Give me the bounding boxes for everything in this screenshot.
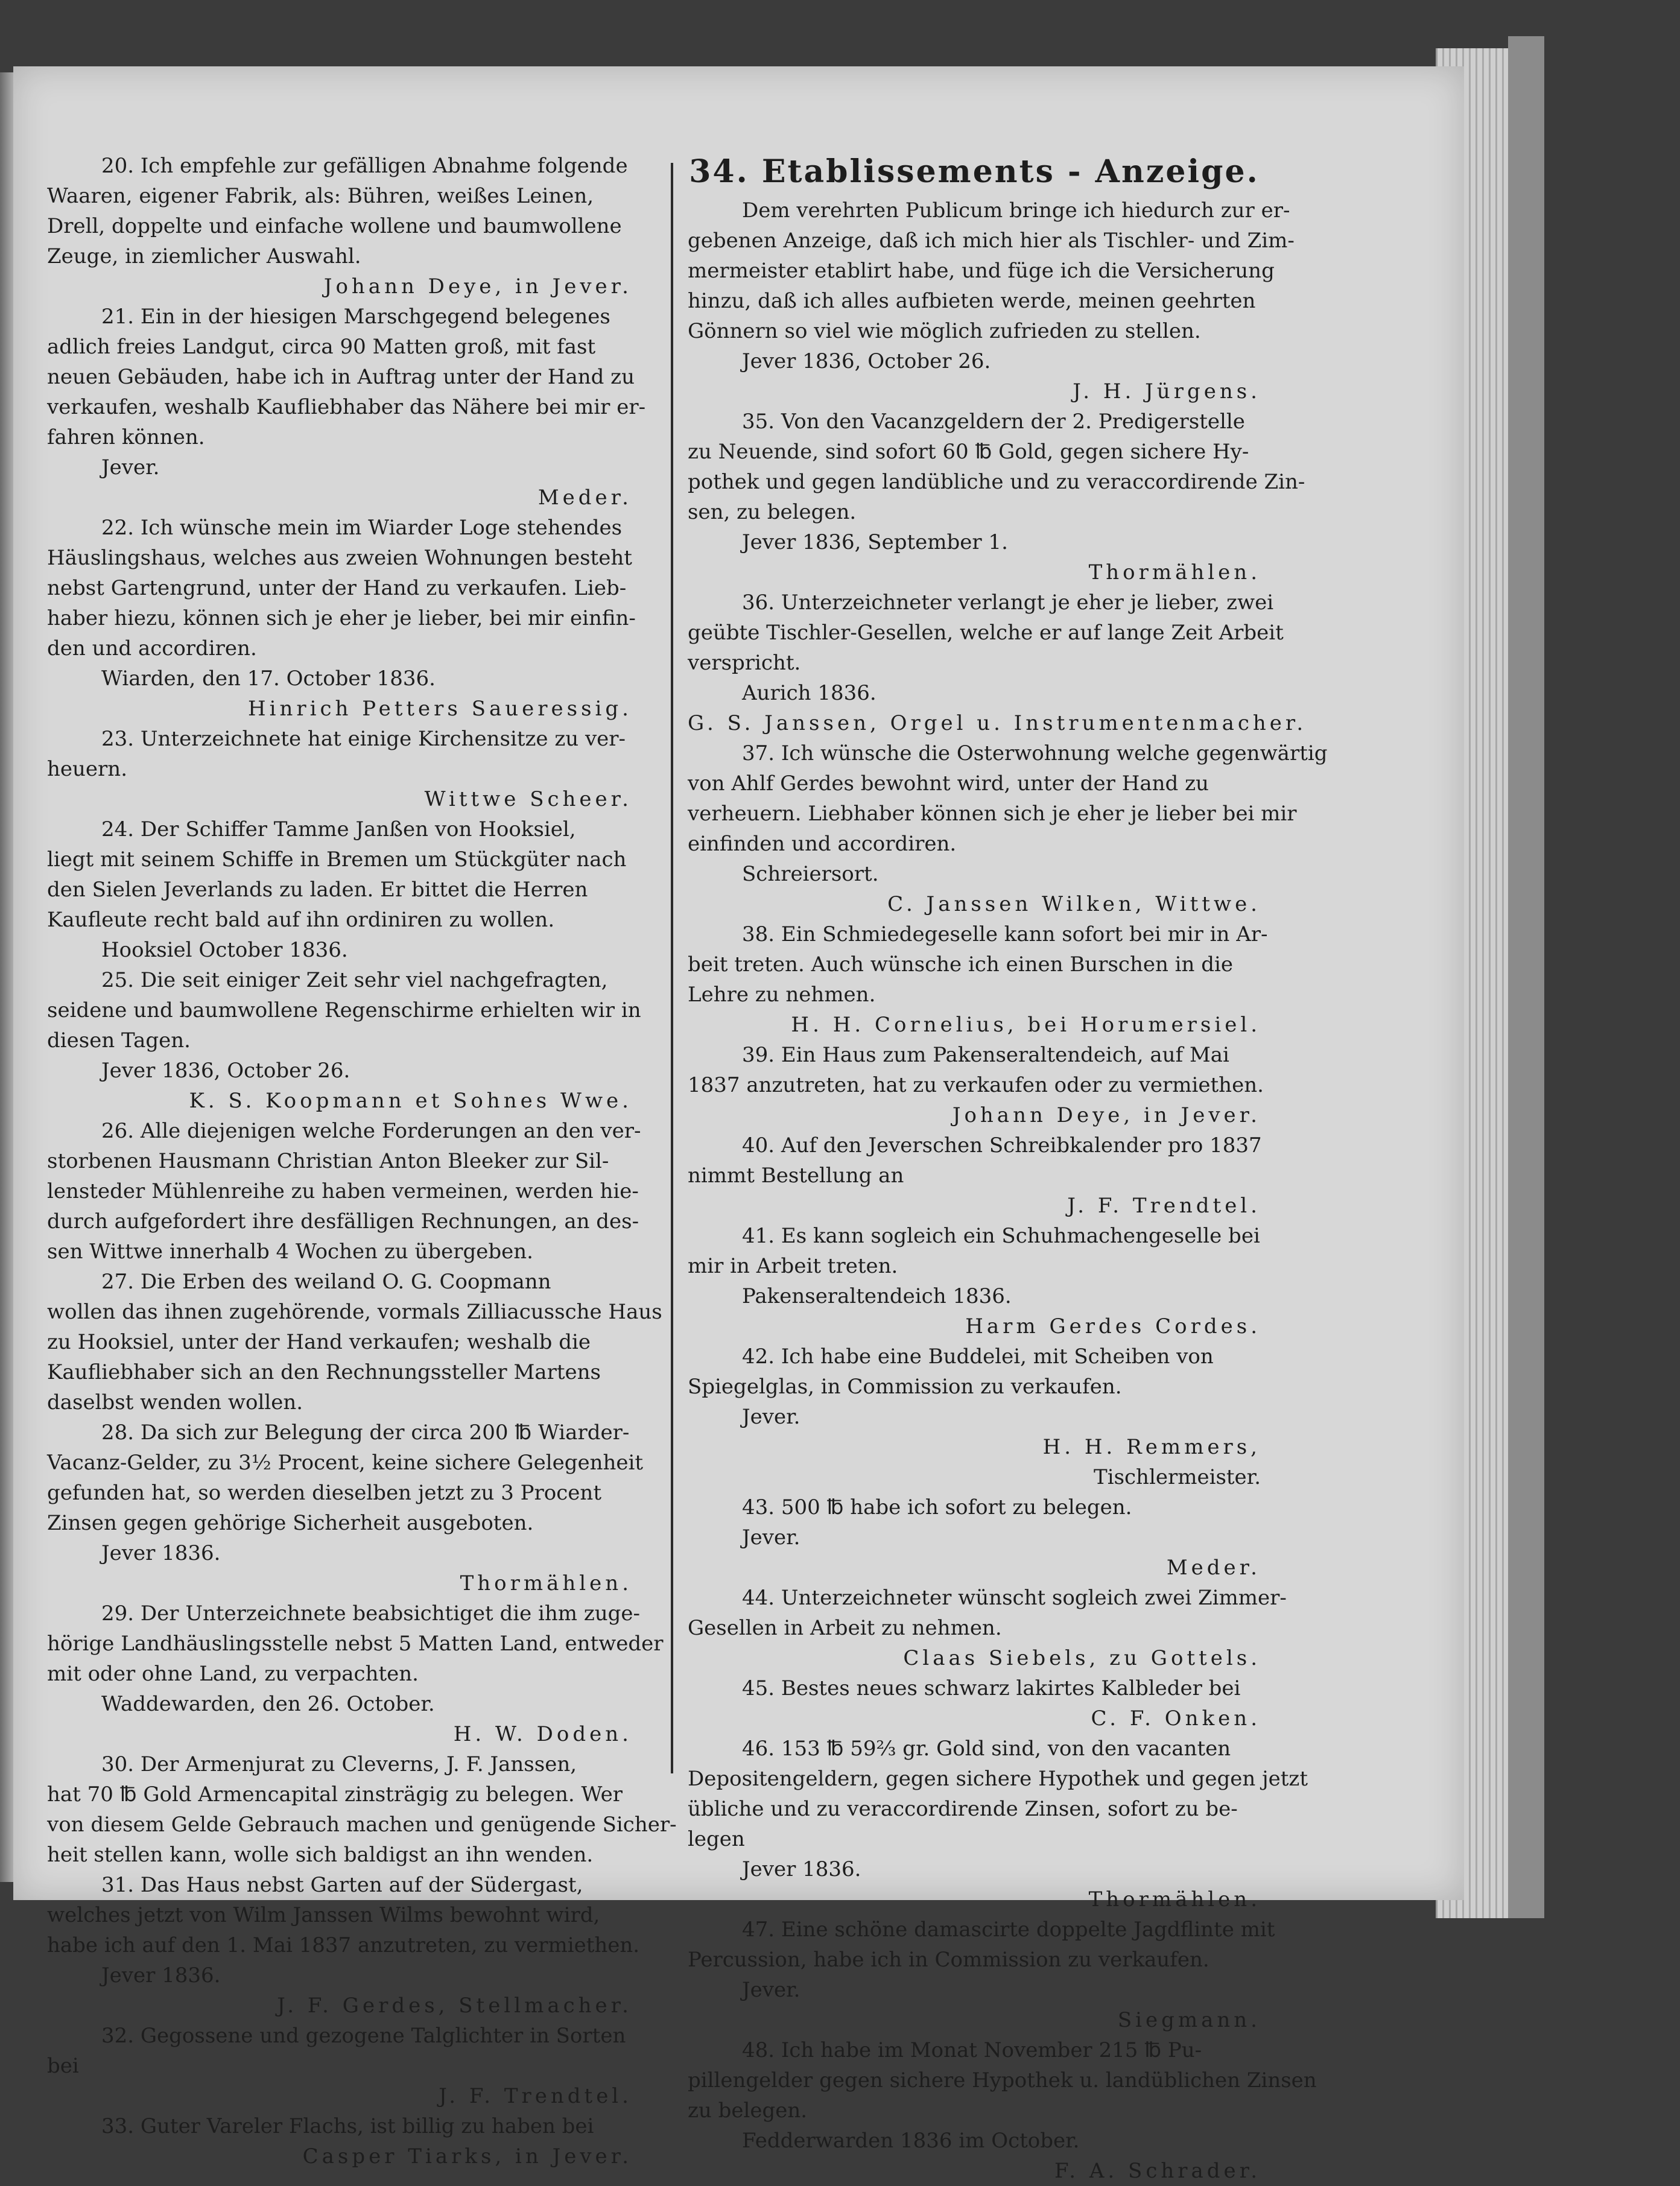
ad-text-line: 35. Von den Vacanzgeldern der 2. Predigerstelle xyxy=(742,410,1245,434)
ad-place-date: Waddewarden, den 26. October. xyxy=(101,1692,435,1716)
advertisement-entry xyxy=(688,1040,1264,1130)
advertisement-entry xyxy=(47,1870,640,2021)
ad-text-line: 29. Der Unterzeichnete beabsichtiget die ihm zuge- xyxy=(101,1601,641,1626)
ad-signature: Siegmann. xyxy=(1117,2008,1261,2032)
ad-text-line: 46. 153 ℔ 59⅔ gr. Gold sind, von den vacanten xyxy=(742,1737,1231,1761)
ad-text-line: neuen Gebäuden, habe ich in Auftrag unter der Hand zu xyxy=(47,365,635,389)
ad-signature: C. F. Onken. xyxy=(1091,1706,1261,1731)
ad-text-line: Zeuge, in ziemlicher Auswahl. xyxy=(47,244,361,268)
advertisement-entry xyxy=(688,738,1328,919)
ad-text-line: habe ich auf den 1. Mai 1837 anzutreten, zu vermiethen. xyxy=(47,1933,640,1957)
ad-text-line: 48. Ich habe im Monat November 215 ℔ Pu- xyxy=(742,2038,1202,2062)
advertisement-entry xyxy=(688,195,1295,407)
ad-text-line: 1837 anzutreten, hat zu verkaufen oder zu vermiethen. xyxy=(688,1073,1264,1097)
ad-text-line: hörige Landhäuslingsstelle nebst 5 Matten Land, entweder xyxy=(47,1632,664,1656)
ad-place-date: Aurich 1836. xyxy=(742,681,876,705)
advertisement-entry xyxy=(688,1915,1275,2035)
ad-text-line: gefunden hat, so werden dieselben jetzt zu 3 Procent xyxy=(47,1481,601,1505)
ad-signature: J. F. Trendtel. xyxy=(439,2084,632,2108)
right-column xyxy=(688,151,1328,2186)
ad-text-line: 33. Guter Vareler Flachs, ist billig zu haben bei xyxy=(101,2114,594,2138)
ad-text-line: hat 70 ℔ Gold Armencapital zinsträgig zu belegen. Wer xyxy=(47,1782,623,1807)
advertisement-entry xyxy=(47,2021,632,2111)
ad-signature: K. S. Koopmann et Sohnes Wwe. xyxy=(189,1089,632,1113)
ad-place-date: Jever. xyxy=(742,1525,800,1550)
book-cover-edge xyxy=(1508,36,1544,1918)
ad-place-date: Jever 1836, October 26. xyxy=(101,1059,350,1083)
advertisement-entry xyxy=(47,151,632,302)
ad-text-line: übliche und zu veraccordirende Zinsen, sofort zu be- xyxy=(688,1797,1238,1821)
advertisement-entry xyxy=(47,513,636,724)
ad-text-line: 22. Ich wünsche mein im Wiarder Loge stehendes xyxy=(101,516,623,540)
ad-signature: Meder. xyxy=(1166,1556,1261,1580)
ad-text-line: 24. Der Schiffer Tamme Janßen von Hooksiel, xyxy=(101,817,576,841)
advertisement-entry xyxy=(688,1221,1261,1342)
ad-place-date: Pakenseraltendeich 1836. xyxy=(742,1284,1012,1308)
advertisement-entry xyxy=(47,724,632,814)
advertisement-entry xyxy=(47,1749,677,1870)
ad-text-line: den und accordiren. xyxy=(47,636,257,661)
ad-signature: H. H. Cornelius, bei Horumersiel. xyxy=(791,1013,1261,1037)
ad-place-date: Schreiersort. xyxy=(742,862,879,886)
ad-text-line: Kaufleute recht bald auf ihn ordiniren zu wollen. xyxy=(47,908,555,932)
ad-text-line: 23. Unterzeichnete hat einige Kirchensitze zu ver- xyxy=(101,727,626,751)
ad-text-line: 30. Der Armenjurat zu Cleverns, J. F. Janssen, xyxy=(101,1752,577,1776)
ad-text-line: verheuern. Liebhaber können sich je eher je lieber bei mir xyxy=(688,802,1297,826)
ad-signature: Thormählen. xyxy=(460,1571,632,1595)
ad-text-line: fahren können. xyxy=(47,425,205,449)
advertisement-entry xyxy=(47,1418,644,1598)
ad-signature: Casper Tiarks, in Jever. xyxy=(302,2144,632,2169)
ad-text-line: 21. Ein in der hiesigen Marschgegend belegenes xyxy=(101,305,610,329)
ad-signature: F. A. Schrader. xyxy=(1054,2159,1261,2183)
ad-signature: Meder. xyxy=(537,486,632,510)
ad-text-line: haber hiezu, können sich je eher je lieber, bei mir einfin- xyxy=(47,606,636,630)
ad-text-line: 26. Alle diejenigen welche Forderungen an den ver- xyxy=(101,1119,641,1143)
ad-signature: H. H. Remmers, xyxy=(1042,1435,1261,1459)
ad-text-line: pothek und gegen landübliche und zu veraccordirende Zin- xyxy=(688,470,1305,494)
ad-text-line: Kaufliebhaber sich an den Rechnungssteller Martens xyxy=(47,1360,601,1384)
ad-text-line: einfinden und accordiren. xyxy=(688,832,957,856)
ad-text-line: Spiegelglas, in Commission zu verkaufen. xyxy=(688,1375,1122,1399)
ad-text-line: 41. Es kann sogleich ein Schuhmachengeselle bei xyxy=(742,1224,1260,1248)
ad-text-line: Gönnern so viel wie möglich zufrieden zu stellen. xyxy=(688,319,1201,343)
ad-text-line: verspricht. xyxy=(688,651,801,675)
ad-text-line: zu belegen. xyxy=(688,2099,808,2123)
ad-text-line: welches jetzt von Wilm Janssen Wilms bewohnt wird, xyxy=(47,1903,600,1927)
ad-text-line: Waaren, eigener Fabrik, als: Bühren, weißes Leinen, xyxy=(47,184,594,208)
ad-place-date: Jever. xyxy=(101,455,160,480)
ad-text-line: zu Neuende, sind sofort 60 ℔ Gold, gegen sichere Hy- xyxy=(688,440,1249,464)
ad-signature: Thormählen. xyxy=(1088,560,1261,585)
ad-signature: Harm Gerdes Cordes. xyxy=(965,1314,1261,1339)
ad-text-line: mit oder ohne Land, zu verpachten. xyxy=(47,1662,419,1686)
establishment-heading: 34. Etablissements - Anzeige. xyxy=(689,153,1260,190)
ad-signature: J. F. Trendtel. xyxy=(1067,1194,1261,1218)
ad-text-line: liegt mit seinem Schiffe in Bremen um Stückgüter nach xyxy=(47,847,627,872)
ad-text-line: 32. Gegossene und gezogene Talglichter in Sorten xyxy=(101,2024,626,2048)
ad-text-line: diesen Tagen. xyxy=(47,1028,191,1053)
ad-text-line: 20. Ich empfehle zur gefälligen Abnahme folgende xyxy=(101,154,628,178)
ad-place-date: Fedderwarden 1836 im October. xyxy=(742,2129,1080,2153)
right-entries xyxy=(688,195,1328,2186)
advertisement-entry xyxy=(47,814,632,965)
advertisement-entry xyxy=(47,1116,641,1267)
ad-text-line: seidene und baumwollene Regenschirme erhielten wir in xyxy=(47,998,641,1022)
ad-text-line: 45. Bestes neues schwarz lakirtes Kalbleder bei xyxy=(742,1676,1241,1700)
ad-text-line: hinzu, daß ich alles aufbieten werde, meinen geehrten xyxy=(688,289,1256,313)
advertisement-entry xyxy=(688,407,1305,588)
column-divider xyxy=(671,163,673,1773)
ad-place-date: Wiarden, den 17. October 1836. xyxy=(101,667,436,691)
ad-text-line: nebst Gartengrund, unter der Hand zu verkaufen. Lieb- xyxy=(47,576,627,600)
ad-signature: Claas Siebels, zu Gottels. xyxy=(903,1646,1261,1670)
ad-text-line: Vacanz-Gelder, zu 3½ Procent, keine sichere Gelegenheit xyxy=(47,1451,644,1475)
advertisement-entry xyxy=(688,919,1268,1040)
ad-text-line: verkaufen, weshalb Kaufliebhaber das Nähere bei mir er- xyxy=(47,395,646,419)
ad-text-line: beit treten. Auch wünsche ich einen Burschen in die xyxy=(688,952,1234,977)
ad-text-line: Häuslingshaus, welches aus zweien Wohnungen besteht xyxy=(47,546,632,570)
advertisement-entry xyxy=(47,302,646,513)
ad-place-date: Hooksiel October 1836. xyxy=(101,938,348,962)
ad-text-line: 38. Ein Schmiedegeselle kann sofort bei mir in Ar- xyxy=(742,922,1268,946)
ad-place-date: Jever 1836. xyxy=(742,1857,861,1881)
advertisement-entry xyxy=(688,1130,1261,1221)
ad-text-line: Gesellen in Arbeit zu nehmen. xyxy=(688,1616,1002,1640)
ad-text-line: von diesem Gelde Gebrauch machen und genügende Sicher- xyxy=(47,1813,677,1837)
ad-signature-title: Tischlermeister. xyxy=(1094,1465,1261,1489)
ad-text-line: Zinsen gegen gehörige Sicherheit ausgeboten. xyxy=(47,1511,534,1535)
ad-text-line: 39. Ein Haus zum Pakenseraltendeich, auf Mai xyxy=(742,1043,1229,1067)
ad-text-line: sen Wittwe innerhalb 4 Wochen zu übergeben. xyxy=(47,1240,533,1264)
ad-text-line: 37. Ich wünsche die Osterwohnung welche gegenwärtig xyxy=(742,741,1328,765)
ad-signature: H. W. Doden. xyxy=(453,1722,632,1746)
ad-place-date: Jever 1836, September 1. xyxy=(742,530,1008,554)
ad-text-line: 31. Das Haus nebst Garten auf der Südergast, xyxy=(101,1873,583,1897)
ad-place-date: Jever 1836, October 26. xyxy=(742,349,991,373)
ad-place-date: Jever. xyxy=(742,1978,800,2002)
ad-text-line: mir in Arbeit treten. xyxy=(688,1254,898,1278)
ad-text-line: Lehre zu nehmen. xyxy=(688,983,876,1007)
advertisement-entry xyxy=(688,1342,1261,1492)
ad-text-line: 40. Auf den Jeverschen Schreibkalender pro 1837 xyxy=(742,1133,1262,1158)
ad-text-line: den Sielen Jeverlands zu laden. Er bittet die Herren xyxy=(47,878,588,902)
ad-text-line: 36. Unterzeichneter verlangt je eher je lieber, zwei xyxy=(742,591,1274,615)
ad-text-line: adlich freies Landgut, circa 90 Matten groß, mit fast xyxy=(47,335,596,359)
ad-text-line: von Ahlf Gerdes bewohnt wird, unter der Hand zu xyxy=(688,771,1209,796)
advertisement-entry xyxy=(688,588,1307,738)
advertisement-entry xyxy=(688,1734,1308,1915)
ad-text-line: lensteder Mühlenreihe zu haben vermeinen, werden hie- xyxy=(47,1179,639,1203)
ad-text-line: durch aufgefordert ihre desfälligen Rechnungen, an des- xyxy=(47,1209,639,1234)
ad-text-line: mermeister etablirt habe, und füge ich die Versicherung xyxy=(688,259,1275,283)
ad-text-line: 44. Unterzeichneter wünscht sogleich zwei Zimmer- xyxy=(742,1586,1287,1610)
advertisement-entry xyxy=(688,1673,1261,1734)
ad-text-line: 47. Eine schöne damascirte doppelte Jagdflinte mit xyxy=(742,1918,1275,1942)
ad-text-line: storbenen Hausmann Christian Anton Bleeker zur Sil- xyxy=(47,1149,609,1173)
ad-text-line: zu Hooksiel, unter der Hand verkaufen; weshalb die xyxy=(47,1330,591,1354)
ad-signature: C. Janssen Wilken, Wittwe. xyxy=(887,892,1261,916)
ad-signature: Johann Deye, in Jever. xyxy=(952,1103,1261,1127)
ad-text-line: sen, zu belegen. xyxy=(688,500,857,524)
advertisement-entry xyxy=(47,965,641,1116)
advertisement-entry xyxy=(688,1583,1287,1673)
ad-text-line: 42. Ich habe eine Buddelei, mit Scheiben von xyxy=(742,1345,1214,1369)
ad-text-line: wollen das ihnen zugehörende, vormals Zilliacussche Haus xyxy=(47,1300,662,1324)
ad-text-line: 28. Da sich zur Belegung der circa 200 ℔ Wiarder- xyxy=(101,1421,630,1445)
ad-text-line: Depositengeldern, gegen sichere Hypothek und gegen jetzt xyxy=(688,1767,1308,1791)
ad-text-line: Drell, doppelte und einfache wollene und baumwollene xyxy=(47,214,622,238)
ad-signature: Thormählen. xyxy=(1088,1887,1261,1912)
ad-signature: Johann Deye, in Jever. xyxy=(323,274,632,299)
ad-signature: G. S. Janssen, Orgel u. Instrumentenmacher. xyxy=(688,711,1307,735)
ad-signature: J. H. Jürgens. xyxy=(1073,379,1261,404)
advertisement-entry xyxy=(47,2111,632,2172)
ad-text-line: nimmt Bestellung an xyxy=(688,1164,904,1188)
ad-place-date: Jever 1836. xyxy=(101,1541,221,1565)
advertisement-entry xyxy=(47,1267,662,1418)
ad-text-line: legen xyxy=(688,1827,745,1851)
advertisement-entry xyxy=(688,2035,1317,2186)
ad-text-line: Dem verehrten Publicum bringe ich hiedurch zur er- xyxy=(742,198,1290,223)
ad-text-line: geübte Tischler-Gesellen, welche er auf lange Zeit Arbeit xyxy=(688,621,1284,645)
ad-text-line: heit stellen kann, wolle sich baldigst an ihn wenden. xyxy=(47,1843,594,1867)
ad-text-line: 27. Die Erben des weiland O. G. Coopmann xyxy=(101,1270,551,1294)
advertisement-entry xyxy=(47,1598,664,1749)
ad-signature: Wittwe Scheer. xyxy=(424,787,632,811)
ad-text-line: heuern. xyxy=(47,757,127,781)
ad-text-line: gebenen Anzeige, daß ich mich hier als Tischler- und Zim- xyxy=(688,229,1295,253)
ad-signature: J. F. Gerdes, Stellmacher. xyxy=(277,1994,632,2018)
ad-text-line: Percussion, habe ich in Commission zu verkaufen. xyxy=(688,1948,1209,1972)
ad-place-date: Jever. xyxy=(742,1405,800,1429)
ad-text-line: 25. Die seit einiger Zeit sehr viel nachgefragten, xyxy=(101,968,608,992)
left-column xyxy=(47,151,677,2172)
ad-text-line: pillengelder gegen sichere Hypothek u. landüblichen Zinsen xyxy=(688,2068,1317,2093)
ad-signature: Hinrich Petters Saueressig. xyxy=(247,697,632,721)
ad-text-line: 43. 500 ℔ habe ich sofort zu belegen. xyxy=(742,1495,1132,1519)
advertisement-entry xyxy=(688,1492,1261,1583)
ad-text-line: bei xyxy=(47,2054,79,2078)
ad-text-line: daselbst wenden wollen. xyxy=(47,1390,303,1415)
ad-place-date: Jever 1836. xyxy=(101,1963,221,1988)
